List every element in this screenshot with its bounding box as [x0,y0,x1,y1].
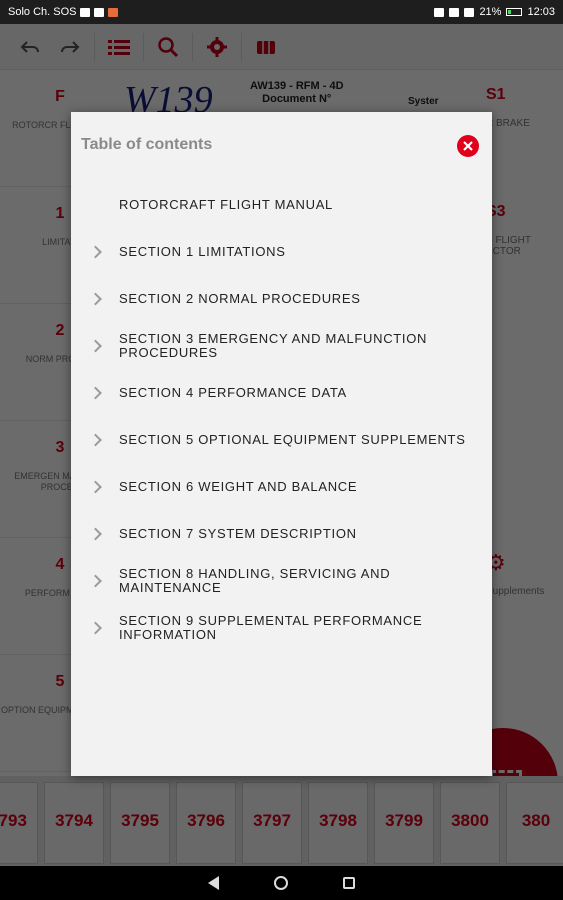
toc-item-label: SECTION 4 PERFORMANCE DATA [119,384,347,400]
chevron-right-icon[interactable] [89,339,102,352]
warning-icon [94,8,104,17]
toc-item-section-1[interactable] [71,228,492,275]
carrier-label: Solo Ch. SOS [8,6,77,18]
toc-item-section-3[interactable] [71,322,492,369]
status-bar [0,0,563,24]
toc-item-label: SECTION 3 EMERGENCY AND MALFUNCTION PROCEDURES [119,330,428,360]
back-icon[interactable] [208,876,219,890]
home-icon[interactable] [274,876,288,890]
chevron-right-icon[interactable] [89,245,102,258]
battery-icon [506,8,522,16]
toc-item-label: SECTION 5 OPTIONAL EQUIPMENT SUPPLEMENTS [119,431,466,447]
toc-item-label: SECTION 7 SYSTEM DESCRIPTION [119,525,357,541]
toc-item-label: SECTION 8 HANDLING, SERVICING AND MAINTENANCE [119,565,391,595]
toc-item-label: SECTION 9 SUPPLEMENTAL PERFORMANCE INFORMATION [119,612,423,642]
toc-item-section-7[interactable] [71,510,492,557]
clock: 12:03 [527,6,555,18]
toc-item-label: SECTION 2 NORMAL PROCEDURES [119,290,361,306]
vibrate-icon [449,8,459,17]
chevron-right-icon[interactable] [89,480,102,493]
nfc-icon [434,8,444,17]
chevron-right-icon[interactable] [89,433,102,446]
toc-item-label: ROTORCRAFT FLIGHT MANUAL [119,196,333,212]
dialog-title: Table of contents [81,136,213,153]
toc-item-section-4[interactable] [71,369,492,416]
wifi-icon [464,8,474,17]
toc-item-label: SECTION 6 WEIGHT AND BALANCE [119,478,358,494]
chevron-right-icon[interactable] [89,386,102,399]
toc-item-section-9[interactable] [71,604,492,651]
chevron-right-icon[interactable] [89,527,102,540]
chevron-right-icon[interactable] [89,292,102,305]
battery-percent: 21% [479,6,502,18]
notification-icon [80,8,90,17]
toc-item-label: SECTION 1 LIMITATIONS [119,243,286,259]
toc-dialog [71,112,492,776]
toc-item-section-8[interactable] [71,557,492,604]
toc-item-section-5[interactable] [71,416,492,463]
toc-item-section-6[interactable] [71,463,492,510]
toc-item-section-2[interactable] [71,275,492,322]
chevron-right-icon[interactable] [89,574,102,587]
chevron-right-icon[interactable] [89,621,102,634]
toc-item-rotorcraft-flight-manual[interactable] [71,181,492,228]
close-icon[interactable] [457,135,479,157]
toc-list [71,181,492,651]
recent-apps-icon[interactable] [343,877,355,889]
system-nav-bar [0,866,563,900]
app-notification-icon [108,8,118,17]
